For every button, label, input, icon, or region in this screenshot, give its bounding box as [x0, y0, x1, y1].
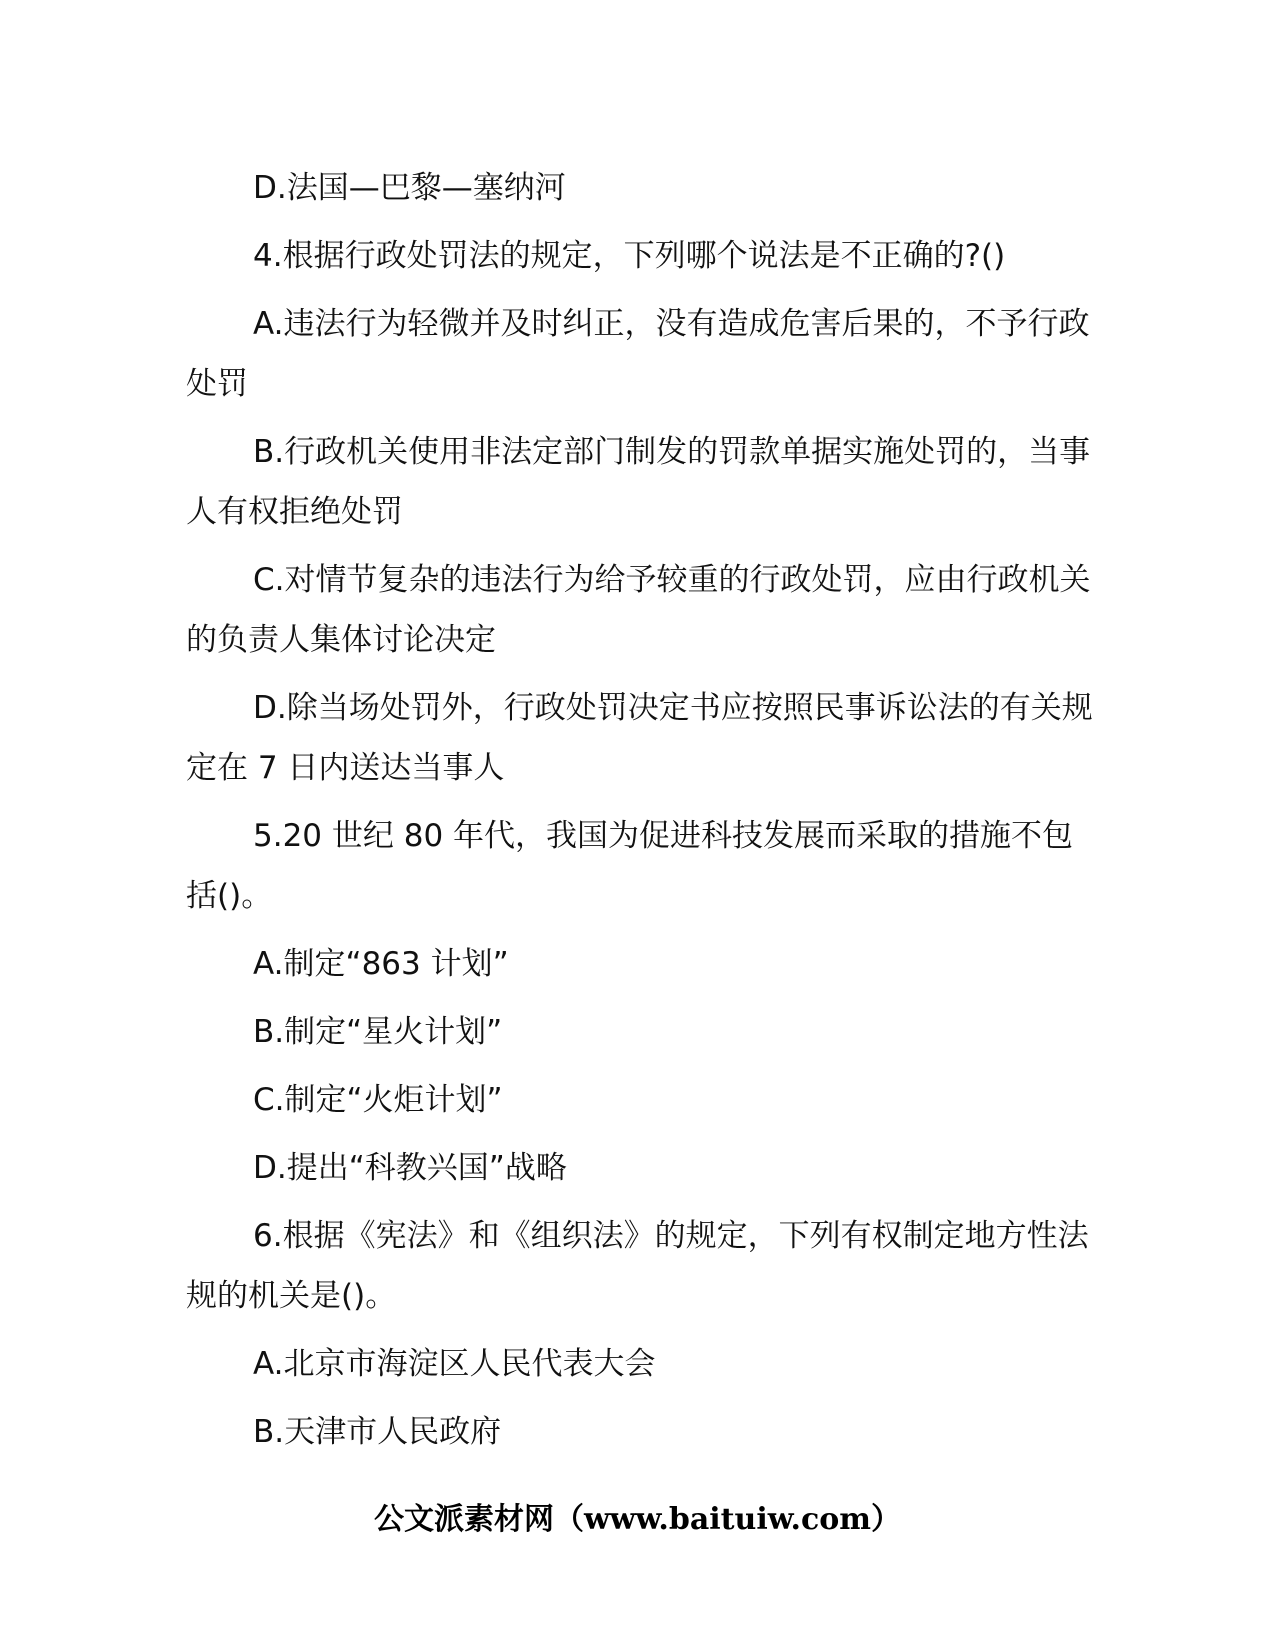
question-5-option-b: B.制定“星火计划”	[253, 1014, 503, 1050]
document-body	[186, 158, 1096, 1470]
page-footer: 公文派素材网（www.baituiw.com）	[373, 1502, 902, 1537]
question-4-option-a: A.违法行为轻微并及时纠正，没有造成危害后果的，不予行政处罚	[186, 306, 1090, 402]
question-6-option-a: A.北京市海淀区人民代表大会	[253, 1346, 656, 1382]
question-4-option-d: D.除当场处罚外，行政处罚决定书应按照民事诉讼法的有关规定在 7 日内送达当事人	[186, 690, 1093, 786]
question-4-option-c: C.对情节复杂的违法行为给予较重的行政处罚，应由行政机关的负责人集体讨论决定	[186, 562, 1091, 658]
question-6: 6.根据《宪法》和《组织法》的规定，下列有权制定地方性法规的机关是()。	[186, 1218, 1089, 1314]
question-5-option-c: C.制定“火炬计划”	[253, 1082, 503, 1118]
question-6-option-b: B.天津市人民政府	[253, 1414, 502, 1450]
question-4-option-b: B.行政机关使用非法定部门制发的罚款单据实施处罚的，当事人有权拒绝处罚	[186, 434, 1091, 530]
question-4: 4.根据行政处罚法的规定，下列哪个说法是不正确的?()	[253, 238, 1006, 274]
question-5: 5.20 世纪 80 年代，我国为促进科技发展而采取的措施不包括()。	[186, 818, 1074, 914]
question-5-option-a: A.制定“863 计划”	[253, 946, 509, 982]
option-d-france: D.法国—巴黎—塞纳河	[253, 170, 566, 206]
question-5-option-d: D.提出“科教兴国”战略	[253, 1150, 567, 1186]
